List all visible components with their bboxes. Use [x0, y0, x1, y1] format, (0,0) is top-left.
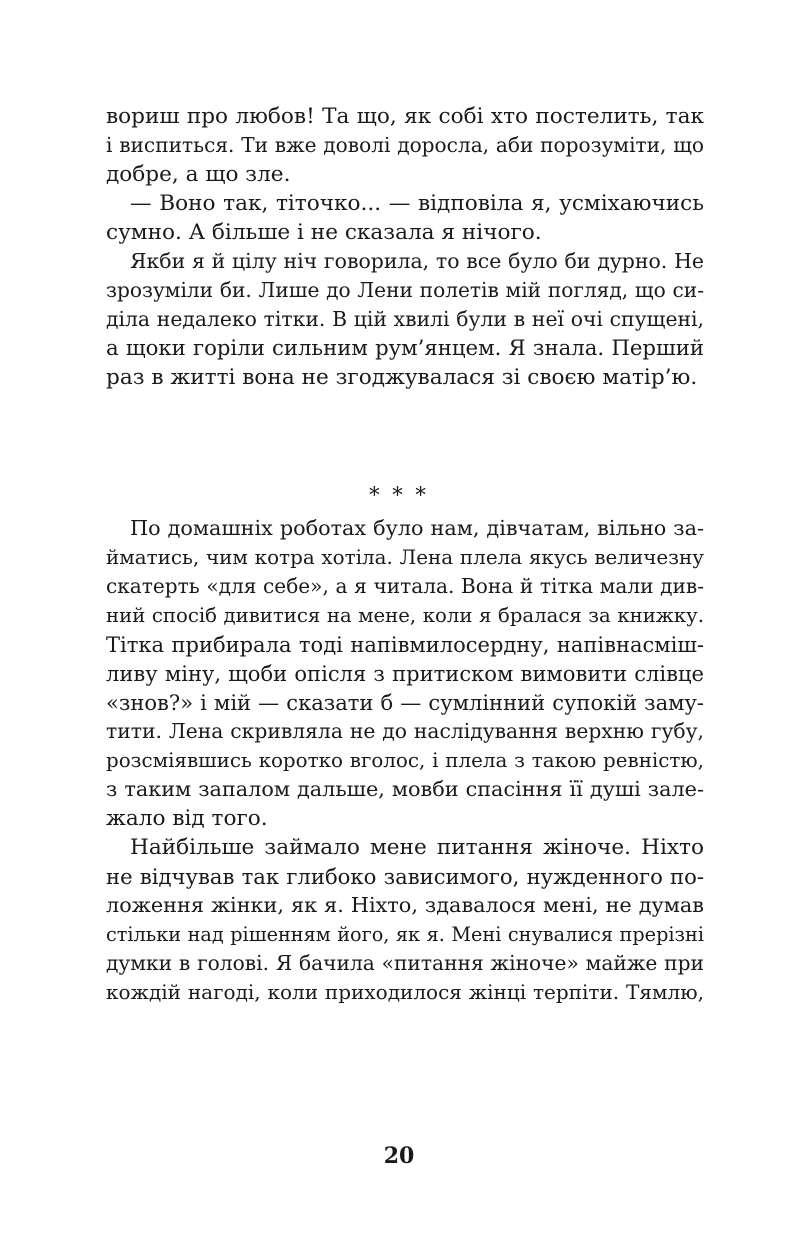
text-line: а щоки горіли сильним рум’янцем. Я знала. Перший [106, 336, 704, 361]
text-line: ложення жінки, як я. Ніхто, здавалося мені, не думав [106, 893, 704, 917]
text-line: тити. Лена скривляла не до наслідування верхню губу, [106, 719, 704, 743]
text-line: сумно. А більше і не сказала я нічого. [106, 220, 542, 245]
text-line: раз в житті вона не згоджувалася зі своєю матір’ю. [106, 365, 698, 390]
text-line: з таким запалом дальше, мовби спасіння її душі зале- [106, 777, 704, 801]
text-line: ливу міну, щоби опісля з притиском вимовити слівце [106, 661, 704, 686]
text-line: скатерть «для себе», а я читала. Вона й тітка мали див- [106, 574, 704, 598]
text-line: і виспиться. Ти вже доволі доросла, аби порозуміти, що [106, 133, 704, 157]
text-line: «знов?» і мій — сказати б — сумлінний супокій заму- [106, 690, 704, 715]
text-line: жало від того. [106, 806, 268, 831]
text-line: не відчував так глибоко зависимого, нужденного по- [106, 864, 704, 889]
text-line: стільки над рішенням його, як я. Мені снувалися прерізні [106, 923, 704, 946]
section-separator: * * * [369, 483, 429, 507]
text-line: зрозуміли би. Лише до Лени полетів мій погляд, що си- [106, 278, 704, 302]
text-line: розсміявшись коротко вголос, і плела з такою ревністю, [106, 749, 704, 772]
text-line: Найбільше займало мене питання жіноче. Ніхто [130, 835, 704, 860]
page-number: 20 [383, 1143, 415, 1169]
paragraph [106, 833, 704, 1007]
text-line: добре, а що зле. [106, 162, 291, 187]
text-line: По домашніх роботах було нам, дівчатам, вільно за- [130, 516, 704, 540]
text-block-bottom [106, 514, 704, 1007]
text-line: думки в голові. Я бачила «питання жіноче» майже при [106, 951, 704, 975]
text-line: діла недалеко тітки. В цій хвилі були в неї очі спущені, [106, 307, 704, 331]
text-line: вориш про любов! Та що, як собі хто постелить, так [106, 104, 704, 129]
paragraph [106, 189, 704, 247]
paragraph [106, 102, 704, 189]
text-line: йматись, чим котра хотіла. Лена плела якусь величезну [106, 546, 704, 569]
paragraph [106, 514, 704, 833]
text-block-top [106, 102, 704, 392]
text-line: Тітка прибирала тоді напівмилосердну, напівнасміш- [106, 632, 704, 657]
paragraph [106, 247, 704, 392]
text-line: — Воно так, тіточко... — відповіла я, усміхаючись [130, 191, 704, 216]
text-line: ний спосіб дивитися на мене, коли я бралася за книжку. [106, 604, 704, 627]
text-line: Якби я й цілу ніч говорила, то все було би дурно. Не [130, 249, 704, 273]
text-line: кождій нагоді, коли приходилося жінці терпіти. Тямлю, [106, 980, 704, 1004]
